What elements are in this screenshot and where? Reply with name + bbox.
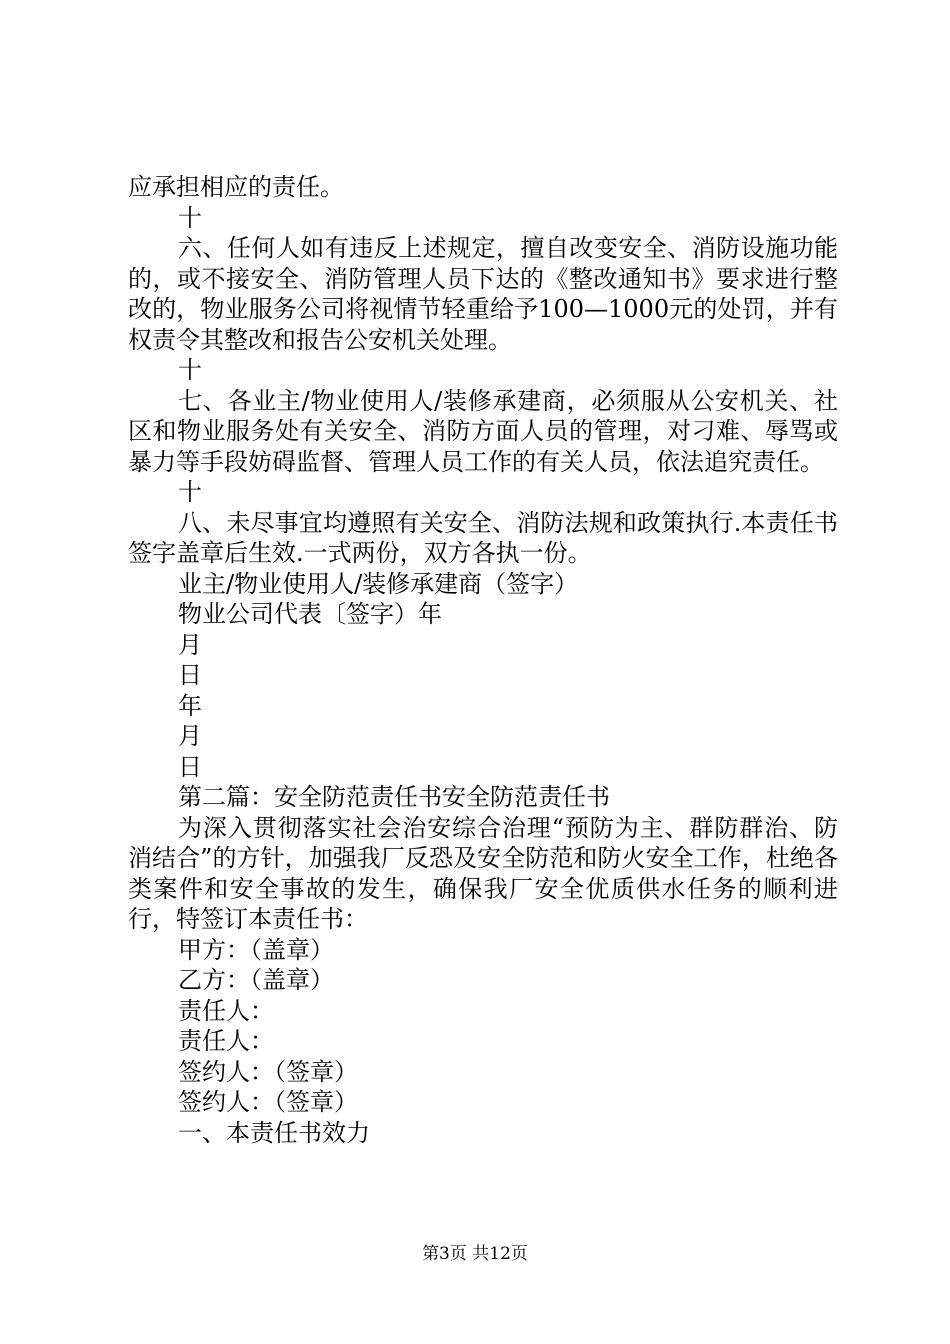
paragraph: 十 <box>178 203 202 232</box>
party-line: 责任人： <box>178 1027 274 1055</box>
paragraph: 为深入贯彻落实社会治安综合治理“预防为主、群防群治、防消结合”的方针，加强我厂反恐及安全防范和防火安全工作，杜绝各类案件和安全事故的发生，确保我厂安全优质供水任务的顺利进行，特签订本责任书： <box>128 813 838 933</box>
date-line: 月 <box>178 630 202 659</box>
section-heading: 一、本责任书效力 <box>178 1118 370 1147</box>
date-line: 月 <box>178 722 202 750</box>
party-line: 责任人： <box>178 996 274 1025</box>
paragraph: 十 <box>178 356 202 384</box>
signature-line: 物业公司代表〔签字）年 <box>178 600 442 628</box>
paragraph: 六、任何人如有违反上述规定，擅自改变安全、消防设施功能的，或不接安全、消防管理人员下达的《整改通知书》要求进行整改的，物业服务公司将视情节轻重给予100—1000元的处罚，并有权责令其整改和报告公安机关处理。 <box>128 234 838 354</box>
section-heading: 第二篇：安全防范责任书安全防范责任书 <box>178 783 610 811</box>
paragraph: 七、各业主/物业使用人/装修承建商，必须服从公安机关、社区和物业服务处有关安全、消防方面人员的管理，对刁难、辱骂或暴力等手段妨碍监督、管理人员工作的有关人员，依法追究责任。 <box>128 386 838 476</box>
paragraph: 应承担相应的责任。 <box>128 173 344 201</box>
date-line: 日 <box>178 661 202 689</box>
page-number-footer: 第3页 共12页 <box>422 1244 528 1264</box>
party-line: 乙方：（盖章） <box>178 966 334 994</box>
date-line: 年 <box>178 691 202 720</box>
party-line: 签约人：（签章） <box>178 1088 358 1116</box>
party-line: 签约人：（签章） <box>178 1057 358 1086</box>
document-body <box>128 172 838 1148</box>
paragraph: 八、未尽事宜均遵照有关安全、消防法规和政策执行.本责任书签字盖章后生效.一式两份，双方各执一份。 <box>128 508 838 567</box>
date-line: 日 <box>178 752 202 781</box>
party-line: 甲方：（盖章） <box>178 935 334 964</box>
paragraph: 十 <box>178 478 202 506</box>
signature-line: 业主/物业使用人/装修承建商（签字） <box>178 569 579 598</box>
